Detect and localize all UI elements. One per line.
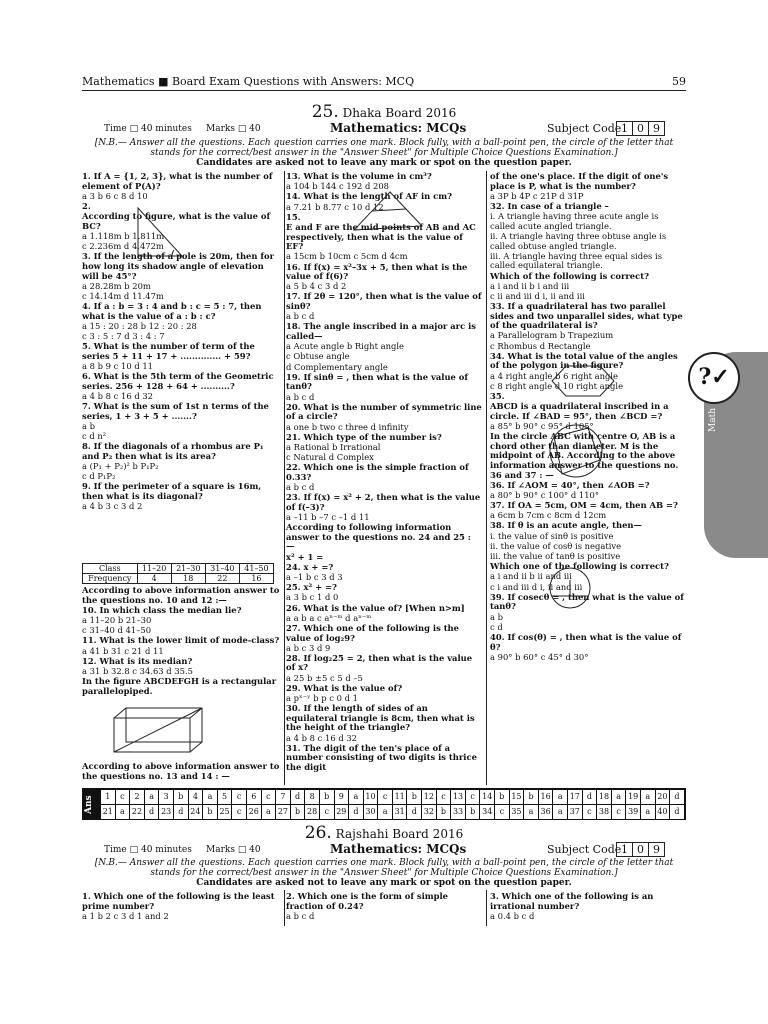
column-divider <box>284 171 285 785</box>
options-text: a 41 b 31 c 21 d 11 <box>82 645 164 656</box>
box-edge <box>114 708 126 718</box>
answer-letter: a <box>115 805 130 820</box>
question-text: 10. In which class the median lie? <box>82 604 242 615</box>
subject-code-boxes <box>617 121 665 136</box>
answer-number: 31 <box>392 805 407 820</box>
table-header: Frequency <box>83 574 138 584</box>
question-text: E and F are the mid points of AB and AC respectively, then what is the value of EF? <box>286 221 476 252</box>
options-text: c 3 : 5 : 7 d 3 : 4 : 7 <box>82 331 165 342</box>
answer-number: 33 <box>451 805 466 820</box>
options-text: a 1.118m b 1.811m <box>82 230 165 241</box>
question-text: 2. Which one is the form of simple fraction of 0.24? <box>286 891 448 911</box>
options-text: a 85° b 90° c 95° d 105° <box>490 420 594 431</box>
options-text: a 11–20 b 21–30 <box>82 614 152 625</box>
options-text: c 14.14m d 11.47m <box>82 290 164 301</box>
options-text: a 8 b 9 c 10 d 11 <box>82 361 154 371</box>
question-text: 20. What is the number of symmetric line of a circle? <box>286 401 482 422</box>
answer-letter: c <box>319 805 334 820</box>
exam-time: Time □ 40 minutes <box>104 124 192 134</box>
question-text: 39. If cosecθ = , then what is the value of tanθ? <box>490 591 684 612</box>
options-text: c 2.236m d 4.472m <box>82 241 164 252</box>
triangle-ef-figure <box>350 190 430 236</box>
question-text: According to above information answer to the questions no. 10 and 12 :— <box>82 585 280 605</box>
answer-letter: c <box>232 790 247 805</box>
answer-letter: a <box>349 790 364 805</box>
answer-letter: c <box>232 805 247 820</box>
question-text: Which one of the following is correct? <box>490 561 669 572</box>
answer-number: 12 <box>422 790 437 805</box>
hexagon <box>552 366 614 396</box>
answer-number: 17 <box>568 790 583 805</box>
table-cell: 21–30 <box>171 564 205 574</box>
answer-number: 23 <box>159 805 174 820</box>
question-text: 18. The angle inscribed in a major arc is called— <box>286 321 476 342</box>
answer-number: 14 <box>480 790 495 805</box>
code-digit: 1 <box>616 121 633 136</box>
midpoint-segment <box>372 209 406 211</box>
question-text: In the circle ABC with centre O, AB is a chord other than diameter. M is the midpoint of AB. According to the above information answer to the questions no. 36 and 37 : — <box>490 431 679 480</box>
answer-letter: b <box>524 790 539 805</box>
box-diagonal <box>114 708 202 752</box>
options-text: iii. the value of tanθ is positive <box>490 551 621 561</box>
exam-subject: Mathematics: MCQs <box>330 121 467 135</box>
answer-number: 35 <box>509 805 524 820</box>
exam2-candidate-note: Candidates are asked not to leave any mark or spot on the question paper. <box>196 878 572 888</box>
question-text: 12. What is its median? <box>82 655 193 666</box>
exam2-subject: Mathematics: MCQs <box>330 842 467 856</box>
question-text: 27. Which one of the following is the value of log₂9? <box>286 622 459 643</box>
page-header <box>82 73 686 91</box>
answer-letter: c <box>115 790 130 805</box>
subject-code-boxes <box>617 842 665 857</box>
question-text: 4. If a : b = 3 : 4 and b : c = 5 : 7, then what is the value of a : b : c? <box>82 301 262 321</box>
question-text: 24. x + =? <box>286 561 334 572</box>
options-text: d Complementary angle <box>286 361 388 372</box>
options-text: a 15cm b 10cm c 5cm d 4cm <box>286 251 408 262</box>
options-text: a 3P b 4P c 21P d 31P <box>490 190 584 201</box>
options-text: a b c d <box>286 311 315 322</box>
answer-letter: a <box>611 790 626 805</box>
question-text: 16. If f(x) = x²–3x + 5, then what is the value of f(6)? <box>286 261 468 282</box>
candidate-note: Candidates are asked not to leave any mark or spot on the question paper. <box>196 158 572 168</box>
answer-number: 24 <box>188 805 203 820</box>
answer-number: 6 <box>246 790 261 805</box>
answer-number: 8 <box>305 790 320 805</box>
options-text: a Rational b Irrational <box>286 441 381 452</box>
table-cell: 16 <box>239 574 273 584</box>
column-divider <box>486 890 487 926</box>
question-text: 14. What is the length of AF in cm? <box>286 191 453 202</box>
answer-number: 36 <box>538 805 553 820</box>
angle-mark <box>172 250 174 256</box>
answer-number: 30 <box>363 805 378 820</box>
answer-letter: d <box>290 790 305 805</box>
exam-number: 25. <box>311 102 339 122</box>
box-front-face <box>114 718 190 752</box>
code-digit: 9 <box>648 121 665 136</box>
text-line: According to above information answer to the questions no. 13 and 14 : — <box>82 761 280 781</box>
table-cell: 31–40 <box>205 564 239 574</box>
answer-number: 9 <box>334 790 349 805</box>
code-digit: 9 <box>648 842 665 857</box>
frequency-table <box>82 563 274 584</box>
answer-number: 18 <box>597 790 612 805</box>
answer-letter: a <box>553 790 568 805</box>
question-text: 30. If the length of sides of an equilateral triangle is 8cm, then what is the height of the triangle? <box>286 703 475 733</box>
answer-letter: b <box>495 790 510 805</box>
options-text: a 104 b 144 c 192 d 208 <box>286 181 389 192</box>
answer-letter: a <box>203 790 218 805</box>
triangle-figure <box>118 204 198 266</box>
options-text: c ii and iii d i, ii and iii <box>490 290 585 301</box>
column-1-lower <box>82 585 280 696</box>
options-text: a b c d <box>286 391 315 402</box>
table-cell: 11–20 <box>137 564 171 574</box>
answer-letter: a <box>640 790 655 805</box>
exam-marks: Marks □ 40 <box>206 124 261 134</box>
exam-meta <box>104 122 684 138</box>
answer-number: 29 <box>334 805 349 820</box>
question-text: x² + 1 = <box>286 551 324 562</box>
answer-letter: c <box>582 805 597 820</box>
side-tab-label: Math <box>708 408 718 432</box>
answer-number: 10 <box>363 790 378 805</box>
options-text: c Natural d Complex <box>286 452 374 463</box>
question-text: 22. Which one is the simple fraction of 0.33? <box>286 462 469 482</box>
exam2-q3 <box>490 892 686 926</box>
options-text: a b <box>82 420 96 431</box>
question-text: 33. If a quadrilateral has two parallel sides and two unparallel sides, what type of the quadrilateral is? <box>490 301 683 331</box>
answers-label: Ans <box>84 795 94 815</box>
question-text: 34. What is the total value of the angles of the polygon in the figure? <box>490 350 678 371</box>
answer-letter: b <box>407 790 422 805</box>
table-cell: 22 <box>205 574 239 584</box>
options-text: a b c d <box>286 910 315 921</box>
question-text: 6. What is the 5th term of the Geometric series. 256 + 128 + 64 + ..........? <box>82 371 274 391</box>
options-text: a 4 b 8 c 16 d 32 <box>286 732 358 743</box>
options-text: ii. A triangle having three obtuse angle is called obtuse angled triangle. <box>490 230 667 251</box>
exam2-q2 <box>286 892 482 926</box>
box-back-face <box>126 708 202 742</box>
answer-number: 3 <box>159 790 174 805</box>
question-text: 1. If A = {1, 2, 3}, what is the number of element of P(A)? <box>82 171 273 191</box>
answer-number: 28 <box>305 805 320 820</box>
options-text: a 1 b 2 c 3 d 1 and 2 <box>82 910 169 921</box>
answer-number: 4 <box>188 790 203 805</box>
options-text: ii. the value of cosθ is negative <box>490 540 622 551</box>
cyclic-quadrilateral-figure <box>540 420 610 482</box>
box-edge <box>190 742 202 752</box>
answer-number: 34 <box>480 805 495 820</box>
options-text: c d n² <box>82 431 107 442</box>
answer-number: 25 <box>217 805 232 820</box>
question-text: 31. The digit of the ten's place of a number consisting of two digits is thrice the digit <box>286 742 477 772</box>
answer-letter: b <box>203 805 218 820</box>
answer-number: 21 <box>101 805 116 820</box>
answer-number: 1 <box>101 790 116 805</box>
options-text: iii. A triangle having three equal sides is called equilateral triangle. <box>490 250 662 271</box>
options-text: c i and iii d i, ii and iii <box>490 581 583 592</box>
options-text: a –11 b –7 c –1 d 11 <box>286 512 370 523</box>
question-text: Which of the following is correct? <box>490 270 650 281</box>
exam2-board: Rajshahi Board 2016 <box>335 827 464 841</box>
answer-table <box>100 789 685 820</box>
question-text: According to following information answer to the questions no. 24 and 25 : — <box>286 522 471 552</box>
options-text: c d <box>490 621 503 632</box>
options-text: a 15 : 20 : 28 b 12 : 20 : 28 <box>82 320 197 331</box>
question-text: 7. What is the sum of 1st n terms of the series, 1 + 3 + 5 + .......? <box>82 401 269 421</box>
answer-number: 15 <box>509 790 524 805</box>
options-text: a 6cm b 7cm c 8cm d 12cm <box>490 510 607 521</box>
answer-letter: b <box>173 790 188 805</box>
triangle-abc <box>354 192 422 230</box>
exam-board: Dhaka Board 2016 <box>342 106 457 120</box>
options-text: a 3 b 6 c 8 d 10 <box>82 190 148 201</box>
options-text: a –1 b c 3 d 3 <box>286 571 343 582</box>
question-text: 3. Which one of the following is an irrational number? <box>490 891 654 911</box>
options-text: a Acute angle b Right angle <box>286 341 404 352</box>
running-title: Mathematics ■ Board Exam Questions with Answers: MCQ <box>82 75 415 88</box>
question-text: 38. If θ is an acute angle, then— <box>490 520 642 531</box>
table-cell: 18 <box>171 574 205 584</box>
answer-letter: b <box>436 805 451 820</box>
answer-row <box>101 805 685 820</box>
question-text: 5. What is the number of term of the series 5 + 11 + 17 + .............. + 59? <box>82 341 255 361</box>
parallelopiped-figure <box>108 694 258 760</box>
answer-number: 26 <box>246 805 261 820</box>
options-text: a 4 b 3 c 3 d 2 <box>82 501 143 512</box>
question-text: of the one's place. If the digit of one's place is P, what is the number? <box>490 171 669 191</box>
options-text: a 28.28m b 20m <box>82 280 151 291</box>
options-text: a b c d <box>286 482 315 493</box>
options-text: a 25 b ±5 c 5 d –5 <box>286 672 363 683</box>
options-text: a 4 right angle b 6 right angle <box>490 370 619 381</box>
question-text: 1. Which one of the following is the least prime number? <box>82 891 275 911</box>
exam2-q1 <box>82 892 280 926</box>
options-text: a (P₁ + P₂)² b P₁P₂ <box>82 461 159 472</box>
answer-number: 37 <box>568 805 583 820</box>
answer-letter: a <box>378 805 393 820</box>
answer-number: 11 <box>392 790 407 805</box>
exam2-title <box>0 823 768 843</box>
options-text: c d P₁P₂ <box>82 471 116 482</box>
right-triangle <box>138 208 182 256</box>
question-text: 17. If 2θ = 120°, then what is the value of sinθ? <box>286 291 482 312</box>
column-1-footer <box>82 762 280 784</box>
answer-letter: a <box>144 790 159 805</box>
question-text: 40. If cos(θ) = , then what is the value of θ? <box>490 631 682 652</box>
answer-letter: c <box>436 790 451 805</box>
answer-letter: d <box>670 805 685 820</box>
code-digit: 1 <box>616 842 633 857</box>
answer-letter: d <box>582 790 597 805</box>
answer-letter: d <box>407 805 422 820</box>
options-text: c Rhombus d Rectangle <box>490 340 591 351</box>
answer-number: 5 <box>217 790 232 805</box>
answer-letter: c <box>611 805 626 820</box>
question-text: ABCD is a quadrilateral inscribed in a circle. If ∠BAD = 95°, then ∠BCD =? <box>490 401 669 421</box>
exam2-number: 26. <box>304 823 332 843</box>
answer-letter: c <box>378 790 393 805</box>
question-text: 28. If log₂25 = 2, then what is the value of x? <box>286 652 473 673</box>
options-text: a i and ii b i and iii <box>490 280 570 291</box>
options-text: a 4 b 8 c 16 d 32 <box>82 390 154 401</box>
answer-letter: d <box>349 805 364 820</box>
answer-number: 2 <box>130 790 145 805</box>
exam2-time: Time □ 40 minutes <box>104 845 192 855</box>
answer-number: 19 <box>626 790 641 805</box>
exam-title <box>0 102 768 122</box>
answer-letter: c <box>261 790 276 805</box>
question-text: 35. <box>490 390 505 401</box>
column-2 <box>286 172 482 784</box>
question-text: 8. If the diagonals of a rhombus are P₁ and P₂ then what is its area? <box>82 441 264 461</box>
answer-letter: b <box>319 790 334 805</box>
answer-number: 20 <box>655 790 670 805</box>
options-text: a pˣ⁻ʸ b p c 0 d 1 <box>286 693 358 704</box>
answer-letter: c <box>465 790 480 805</box>
instructions: [N.B.— Answer all the questions. Each question carries one mark. Block fully, with a ball-point pen, the circle of the letter that stands for the correct/best answer in the "Answer Sheet" for Multiple Choice Questions Examination.] <box>94 138 674 158</box>
question-text: 13. What is the volume in cm³? <box>286 171 432 181</box>
question-text: 37. If OA = 5cm, OM = 4cm, then AB =? <box>490 500 678 511</box>
options-text: a a b a c aⁿ⁻ᵐ d aⁿ⁻ᵐ <box>286 612 372 623</box>
options-text: a b <box>490 611 504 622</box>
options-text: c Obtuse angle <box>286 351 350 362</box>
question-text: 9. If the perimeter of a square is 16m, then what is its diagonal? <box>82 481 262 502</box>
question-text: 29. What is the value of? <box>286 682 403 693</box>
options-text: a b c 3 d 9 <box>286 642 331 653</box>
hexagon-figure <box>550 362 616 400</box>
question-text: 19. If sinθ = , then what is the value of tanθ? <box>286 371 468 392</box>
question-text: 26. What is the value of? [When n>m] <box>286 602 465 613</box>
options-text: a 7.21 b 8.77 c 10 d 12 <box>286 201 384 212</box>
answer-number: 40 <box>655 805 670 820</box>
table-cell: 41–50 <box>239 564 273 574</box>
options-text: c 31–40 d 41–50 <box>82 625 152 636</box>
answer-number: 32 <box>422 805 437 820</box>
table-header: Class <box>83 564 138 574</box>
options-text: a 3 b c 1 d 0 <box>286 592 339 603</box>
options-text: a 90° b 60° c 45° d 30° <box>490 651 589 662</box>
answer-number: 13 <box>451 790 466 805</box>
answer-letter: a <box>640 805 655 820</box>
question-text: 23. If f(x) = x² + 2, then what is the value of f(–3)? <box>286 492 481 512</box>
quadrilateral <box>554 428 600 474</box>
answer-letter: a <box>553 805 568 820</box>
code-digit: 0 <box>632 842 649 857</box>
question-text: 32. In case of a triangle – <box>490 200 609 211</box>
exam2-meta <box>104 843 684 859</box>
answer-letter: c <box>495 805 510 820</box>
chord-figure <box>536 566 606 610</box>
column-divider <box>284 890 285 926</box>
answer-letter: a <box>524 805 539 820</box>
column-divider <box>486 171 487 785</box>
question-text: 15. <box>286 211 301 222</box>
options-text: i. the value of sinθ is positive <box>490 530 614 541</box>
subject-code-label: Subject Code <box>547 843 622 856</box>
table-cell: 4 <box>137 574 171 584</box>
question-text: 25. x² + =? <box>286 582 337 593</box>
answer-row <box>101 790 685 805</box>
answer-number: 39 <box>626 805 641 820</box>
question-text: 36. If ∠AOM = 40°, then ∠AOB =? <box>490 479 650 490</box>
answer-number: 38 <box>597 805 612 820</box>
options-text: i. A triangle having three acute angle is called acute angled triangle. <box>490 211 659 231</box>
options-text: a 0.4 b c d <box>490 910 535 921</box>
answer-number: 27 <box>276 805 291 820</box>
question-text: 3. If the length of a pole is 20m, then for how long its shadow angle of elevation will be 45°? <box>82 251 274 281</box>
exam2-instructions: [N.B.— Answer all the questions. Each question carries one mark. Block fully, with a ball-point pen, the circle of the letter that stands for the correct/best answer in the "Answer Sheet" for Multiple Choice Questions Examination.] <box>94 858 674 878</box>
answer-letter: a <box>261 805 276 820</box>
answer-letter: d <box>670 790 685 805</box>
answer-strip <box>82 788 686 820</box>
answer-letter: d <box>173 805 188 820</box>
answer-letter: b <box>290 805 305 820</box>
quiz-badge-icon: ?✓ <box>688 352 740 404</box>
answer-number: 16 <box>538 790 553 805</box>
options-text: a 31 b 32.8 c 34.63 d 35.5 <box>82 665 193 676</box>
page-number: 59 <box>672 75 686 88</box>
code-digit: 0 <box>632 121 649 136</box>
question-text: 11. What is the lower limit of mode-class? <box>82 635 280 646</box>
exam2-marks: Marks □ 40 <box>206 845 261 855</box>
question-text: 2. <box>82 200 91 211</box>
options-text: a Parallelogram b Trapezium <box>490 330 614 341</box>
answer-number: 7 <box>276 790 291 805</box>
question-text: In the figure ABCDEFGH is a rectangular parallelopiped. <box>82 676 277 696</box>
question-text: According to figure, what is the value of BC? <box>82 211 271 231</box>
answer-letter: b <box>465 805 480 820</box>
options-text: a 5 b 4 c 3 d 2 <box>286 281 347 292</box>
options-text: a 80° b 90° c 100° d 110° <box>490 489 600 500</box>
answer-letter: d <box>144 805 159 820</box>
options-text: c 8 right angle d 10 right angle <box>490 380 624 391</box>
question-text: 21. Which type of the number is? <box>286 431 442 442</box>
options-text: a one b two c three d infinity <box>286 421 409 432</box>
subject-code-label: Subject Code <box>547 122 622 135</box>
options-text: a i and ii b ii and iii <box>490 571 572 582</box>
answer-number: 22 <box>130 805 145 820</box>
